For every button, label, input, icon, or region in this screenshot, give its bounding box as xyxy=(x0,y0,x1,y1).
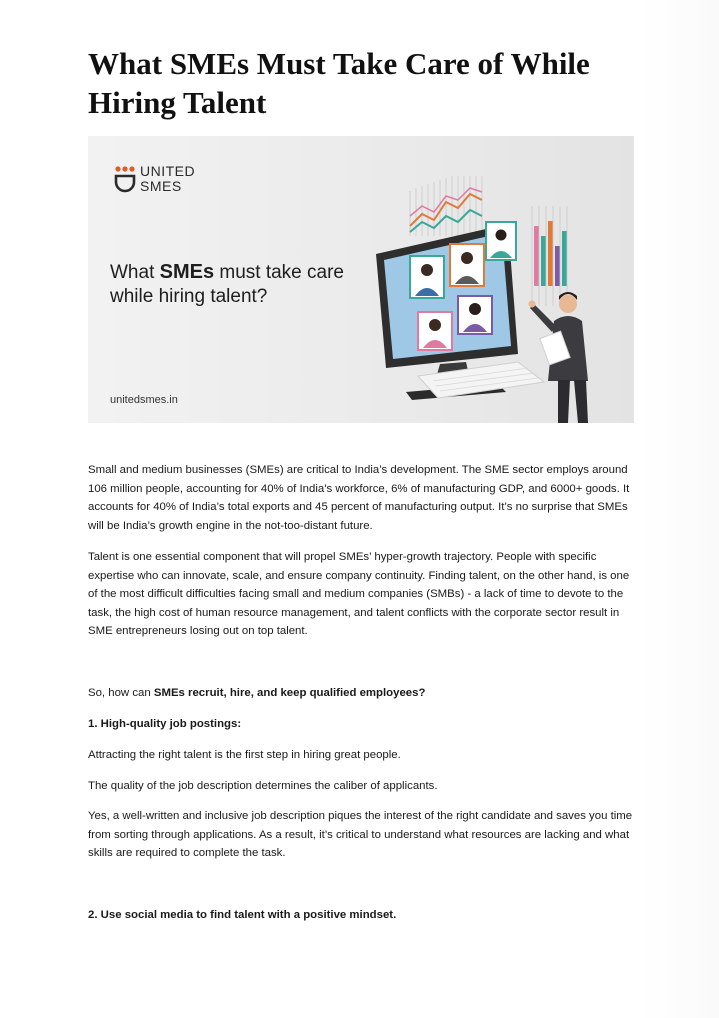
paragraph-attracting: Attracting the right talent is the first step in hiring great people. xyxy=(88,749,401,761)
question-bold: SMEs recruit, hire, and keep qualified employees? xyxy=(153,687,426,699)
hero-url: unitedsmes.in xyxy=(110,394,178,406)
bar-chart-graphic xyxy=(532,206,567,306)
question-pre: So, how can xyxy=(88,687,154,699)
hero-headline-pre: What xyxy=(110,262,160,283)
logo-icon-spacer xyxy=(112,169,132,189)
page-edge xyxy=(639,0,719,1018)
paragraph-quality: The quality of the job description determines the caliber of applicants. xyxy=(88,780,438,792)
heading-job-postings-text: 1. High-quality job postings: xyxy=(88,718,242,730)
heading-job-postings xyxy=(88,715,634,734)
hero-headline-post: must take care while hiring talent? xyxy=(110,262,344,307)
paragraph-question xyxy=(88,684,634,703)
line-chart-graphic xyxy=(410,176,482,236)
businessman-figure xyxy=(529,292,589,423)
video-tile-1 xyxy=(410,256,444,298)
paragraph-intro: Small and medium businesses (SMEs) are critical to India’s development. The SME sector employs around 106 million people, accounting for 40% of India’s workforce, 6% of manufacturing GDP, and 6000+ goods. It accounts for 40% of India’s total exports and 45 percent of manufacturing output. It’s no surprise that SMEs will be India’s growth engine in the not-too-distant future. xyxy=(88,464,630,532)
article-title: What SMEs Must Take Care of While Hiring Talent xyxy=(88,46,590,120)
video-tile-4 xyxy=(418,312,452,350)
logo-text: UNITED SMES xyxy=(140,163,196,194)
heading-social-media xyxy=(88,906,634,925)
video-tile-5 xyxy=(458,296,492,334)
paragraph-talent: Talent is one essential component that will propel SMEs’ hyper-growth trajectory. People with specific expertise who can innovate, scale, and ensure company continuity. Finding talent, on the other hand, is one of the most difficult difficulties facing small and medium companies (SMBs) - a lack of time to devote to the task, the high cost of human resource management, and talent conflicts with the corporate sector result in SME entrepreneurs losing out on top talent. xyxy=(88,551,630,638)
hero-image xyxy=(88,136,634,423)
paragraph-job-description: Yes, a well-written and inclusive job description piques the interest of the right candidate and saves you time from sorting through applications. As a result, it’s critical to understand what resources are lacking and what skills are required to complete the task. xyxy=(88,810,633,860)
video-tile-2 xyxy=(450,244,484,286)
heading-social-media-text: 2. Use social media to find talent with a positive mindset. xyxy=(88,909,397,921)
video-tile-3 xyxy=(486,222,516,260)
hero-headline-bold: SMEs xyxy=(159,261,215,283)
united-smes-logo xyxy=(112,164,230,194)
hero-headline xyxy=(110,260,370,309)
